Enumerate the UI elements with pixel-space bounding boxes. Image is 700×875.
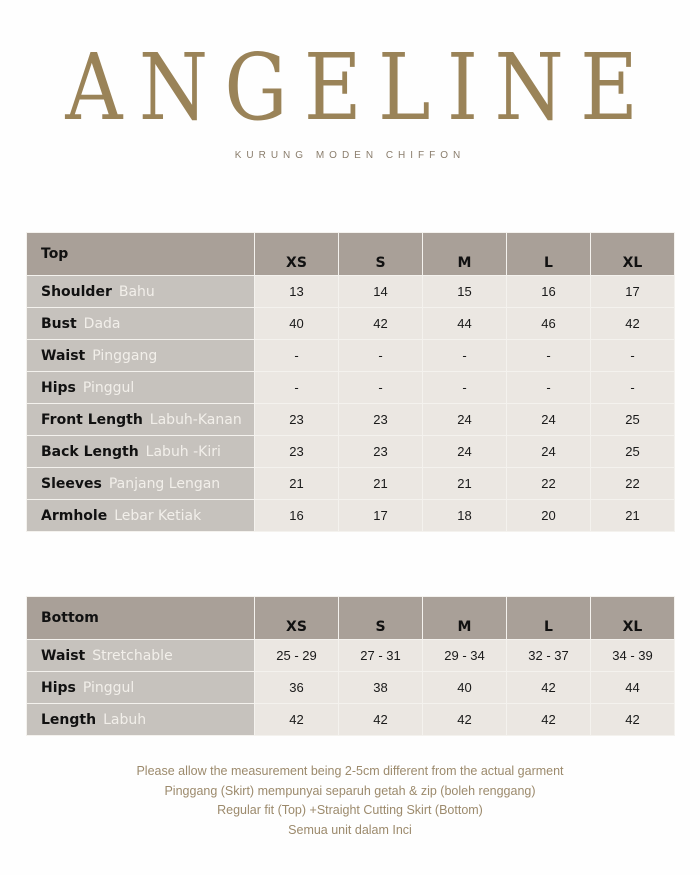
table-row (27, 500, 675, 532)
size-header-xs: XS (255, 233, 339, 276)
size-header-xs: XS (255, 597, 339, 640)
cell-value: - (507, 372, 591, 404)
table-row (27, 340, 675, 372)
measurement-en: Armhole (41, 507, 108, 524)
measurement-en: Waist (41, 647, 86, 664)
cell-value: 42 (591, 308, 675, 340)
size-header-m: M (423, 597, 507, 640)
cell-value: 44 (423, 308, 507, 340)
cell-value: 16 (507, 276, 591, 308)
cell-value: 25 (591, 436, 675, 468)
brand-title: ANGELINE (65, 34, 655, 141)
note-line: Please allow the measurement being 2-5cm different from the actual garment (136, 764, 564, 778)
cell-value: 27 - 31 (339, 640, 423, 672)
measurement-en: Shoulder (41, 283, 112, 300)
cell-value: 15 (423, 276, 507, 308)
measurement-en: Hips (41, 679, 76, 696)
cell-value: 25 (591, 404, 675, 436)
cell-value: 25 - 29 (255, 640, 339, 672)
cell-value: 14 (339, 276, 423, 308)
row-label (27, 404, 255, 436)
note-line: Semua unit dalam Inci (288, 822, 412, 837)
row-label (27, 308, 255, 340)
row-label (27, 340, 255, 372)
cell-value: 22 (507, 468, 591, 500)
table-row (27, 276, 675, 308)
cell-value: 38 (339, 672, 423, 704)
top-size-table (26, 232, 675, 532)
row-label (27, 372, 255, 404)
table-row (27, 404, 675, 436)
row-label (27, 500, 255, 532)
section-label-top: Top (27, 233, 255, 276)
cell-value: 17 (339, 500, 423, 532)
cell-value: 44 (591, 672, 675, 704)
cell-value: 29 - 34 (423, 640, 507, 672)
measurement-ms: Dada (83, 315, 121, 332)
cell-value: 24 (423, 436, 507, 468)
table-row (27, 468, 675, 500)
size-header-m: M (423, 233, 507, 276)
measurement-ms: Labuh-Kanan (149, 411, 242, 428)
cell-value: 24 (507, 404, 591, 436)
cell-value: 24 (507, 436, 591, 468)
cell-value: 18 (423, 500, 507, 532)
cell-value: 21 (591, 500, 675, 532)
cell-value: 34 - 39 (591, 640, 675, 672)
cell-value: 16 (255, 500, 339, 532)
cell-value: 42 (507, 704, 591, 736)
cell-value: 20 (507, 500, 591, 532)
cell-value: 23 (339, 436, 423, 468)
size-header-s: S (339, 597, 423, 640)
cell-value: 42 (339, 704, 423, 736)
note-line: Regular fit (Top) +Straight Cutting Skirt (Bottom) (217, 803, 483, 817)
notes (0, 762, 700, 840)
measurement-en: Length (41, 711, 97, 728)
measurement-ms: Pinggul (82, 679, 135, 696)
cell-value: 23 (255, 436, 339, 468)
table-row (27, 436, 675, 468)
cell-value: 32 - 37 (507, 640, 591, 672)
table-row (27, 372, 675, 404)
brand-subtitle: KURUNG MODEN CHIFFON (234, 150, 466, 161)
measurement-en: Sleeves (41, 475, 102, 492)
cell-value: 40 (423, 672, 507, 704)
cell-value: 40 (255, 308, 339, 340)
measurement-ms: Panjang Lengan (108, 475, 221, 492)
cell-value: - (255, 340, 339, 372)
row-label (27, 704, 255, 736)
cell-value: 23 (255, 404, 339, 436)
cell-value: 36 (255, 672, 339, 704)
measurement-ms: Labuh -Kiri (145, 443, 221, 460)
table-row (27, 640, 675, 672)
cell-value: - (339, 340, 423, 372)
cell-value: 42 (255, 704, 339, 736)
measurement-en: Front Length (41, 411, 143, 428)
section-label-bottom: Bottom (27, 597, 255, 640)
table-row (27, 672, 675, 704)
cell-value: - (507, 340, 591, 372)
row-label (27, 640, 255, 672)
cell-value: 17 (591, 276, 675, 308)
cell-value: - (591, 340, 675, 372)
bottom-size-table (26, 596, 675, 736)
note-line: Pinggang (Skirt) mempunyai separuh getah & zip (boleh renggang) (164, 783, 536, 798)
cell-value: 42 (591, 704, 675, 736)
row-label (27, 276, 255, 308)
cell-value: - (591, 372, 675, 404)
cell-value: 24 (423, 404, 507, 436)
row-label (27, 436, 255, 468)
size-header-s: S (339, 233, 423, 276)
cell-value: 42 (339, 308, 423, 340)
row-label (27, 672, 255, 704)
cell-value: - (255, 372, 339, 404)
table-header-row (27, 233, 675, 276)
measurement-en: Back Length (41, 443, 139, 460)
size-header-l: L (507, 597, 591, 640)
measurement-ms: Stretchable (92, 647, 173, 664)
row-label (27, 468, 255, 500)
cell-value: 13 (255, 276, 339, 308)
cell-value: - (339, 372, 423, 404)
measurement-en: Waist (41, 347, 86, 364)
cell-value: 46 (507, 308, 591, 340)
cell-value: 23 (339, 404, 423, 436)
cell-value: 21 (255, 468, 339, 500)
measurement-ms: Bahu (118, 283, 155, 300)
measurement-en: Hips (41, 379, 76, 396)
measurement-ms: Pinggang (92, 347, 158, 364)
cell-value: - (423, 340, 507, 372)
cell-value: 21 (423, 468, 507, 500)
measurement-ms: Lebar Ketiak (114, 507, 202, 524)
cell-value: 22 (591, 468, 675, 500)
table-header-row (27, 597, 675, 640)
size-header-xl: XL (591, 597, 675, 640)
table-row (27, 704, 675, 736)
table-row (27, 308, 675, 340)
cell-value: 21 (339, 468, 423, 500)
cell-value: 42 (423, 704, 507, 736)
measurement-ms: Labuh (103, 711, 147, 728)
measurement-ms: Pinggul (82, 379, 135, 396)
size-header-xl: XL (591, 233, 675, 276)
cell-value: 42 (507, 672, 591, 704)
size-header-l: L (507, 233, 591, 276)
measurement-en: Bust (41, 315, 77, 332)
cell-value: - (423, 372, 507, 404)
